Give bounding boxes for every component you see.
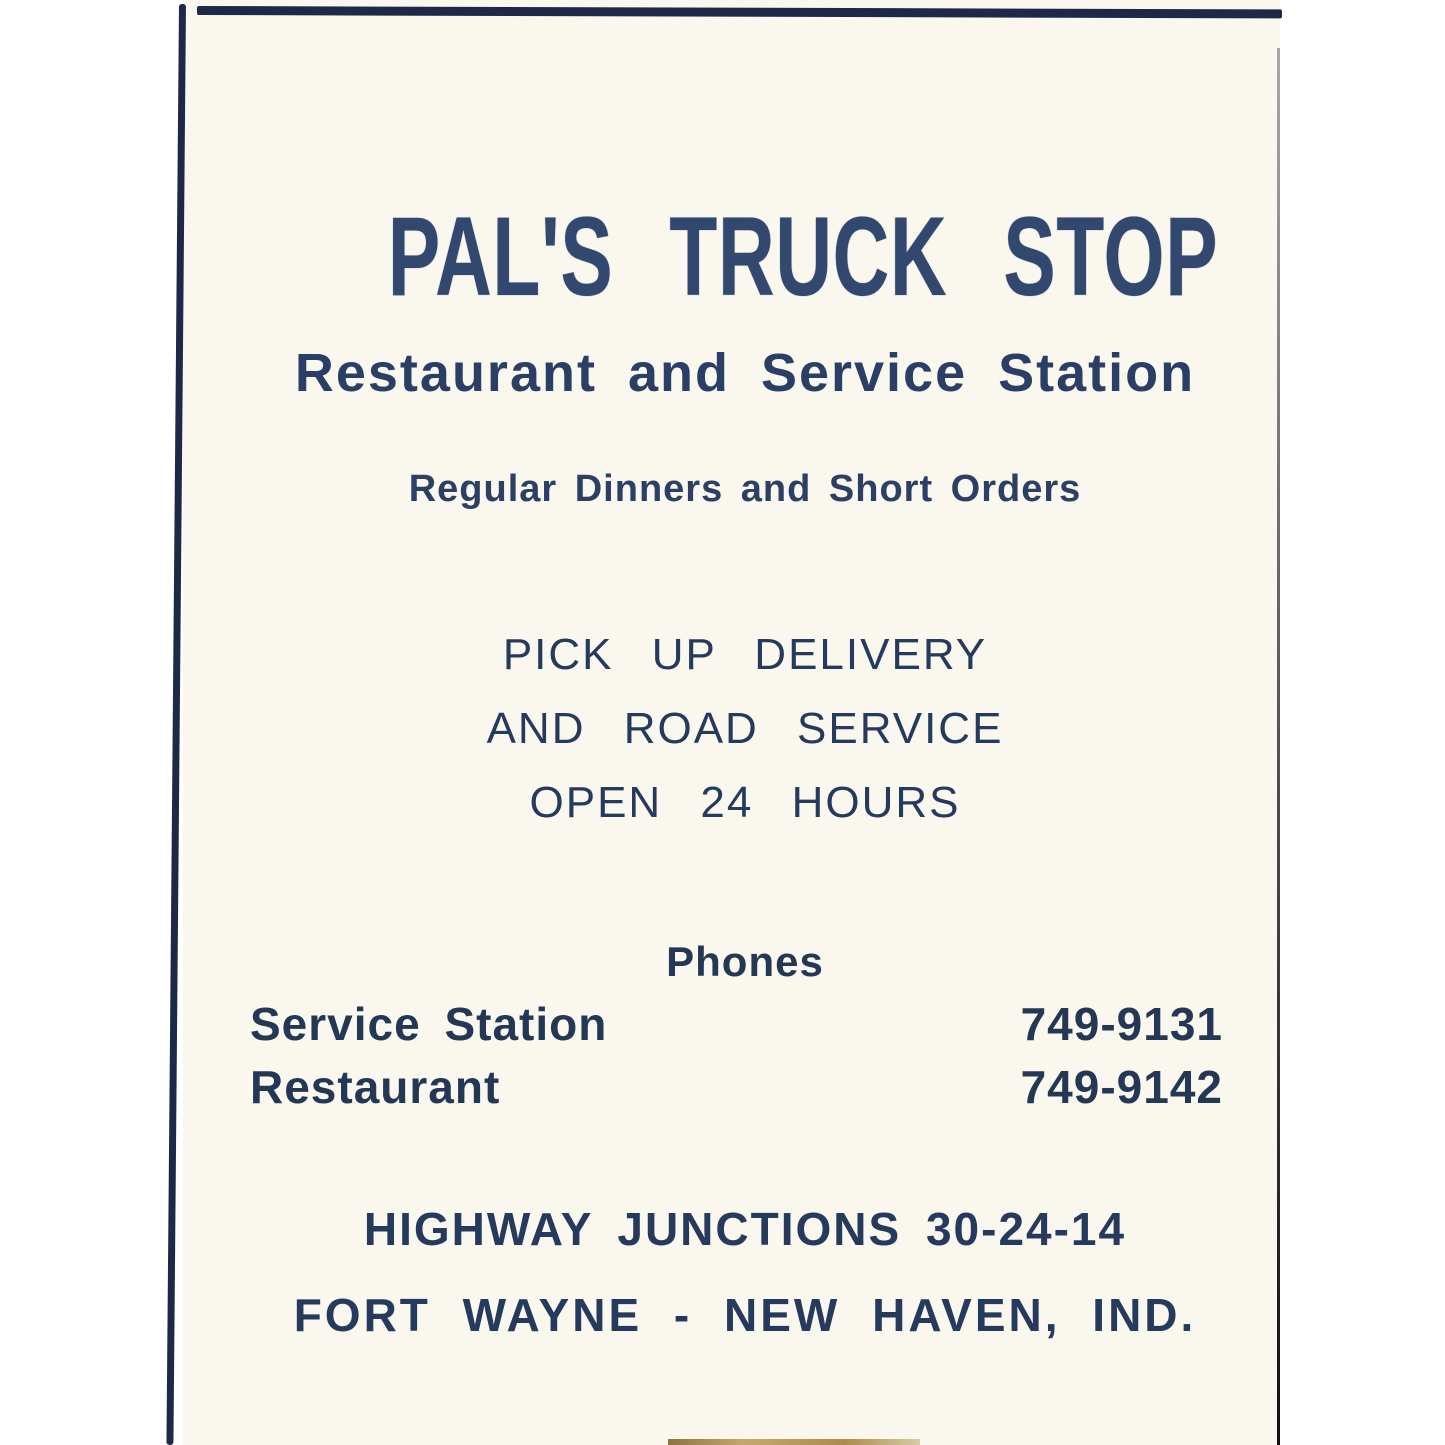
phone-label-restaurant: Restaurant	[250, 1061, 501, 1113]
ad-title	[210, 192, 1280, 321]
highway-junctions-line: HIGHWAY JUNCTIONS 30-24-14	[363, 1203, 1127, 1255]
phone-label-service-station: Service Station	[250, 998, 608, 1050]
phones-heading: Phones	[666, 938, 824, 985]
ad-subtitle: Restaurant and Service Station	[294, 343, 1196, 403]
ad-title-text: PAL'S TRUCK STOP	[387, 194, 1219, 319]
phone-row-restaurant	[250, 1060, 1223, 1114]
phone-number-restaurant: 749-9142	[1020, 1061, 1223, 1113]
service-line-open-24-hours: OPEN 24 HOURS	[529, 778, 961, 827]
city-state-line: FORT WAYNE - NEW HAVEN, IND.	[293, 1289, 1197, 1341]
phone-row-service-station	[250, 997, 1223, 1051]
ad-tagline: Regular Dinners and Short Orders	[408, 468, 1082, 510]
service-line-road-service: AND ROAD SERVICE	[486, 704, 1004, 753]
bottom-scan-artifact	[668, 1439, 920, 1445]
service-line-pickup-delivery: PICK UP DELIVERY	[502, 630, 988, 679]
phone-number-service-station: 749-9131	[1020, 998, 1223, 1050]
